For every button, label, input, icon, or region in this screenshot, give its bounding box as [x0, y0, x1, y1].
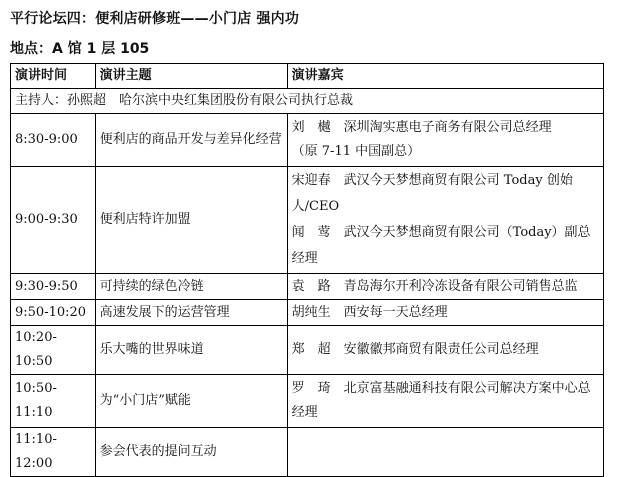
- topic-cell: 为“小门店”赋能: [95, 375, 287, 428]
- speaker-cell: [287, 114, 603, 167]
- time-cell: 10:20-10:50: [11, 326, 96, 375]
- table-row: [11, 300, 604, 326]
- time-cell: 8:30-9:00: [11, 114, 96, 167]
- topic-cell: 便利店特许加盟: [95, 167, 287, 274]
- speaker-line: （原 7-11 中国副总）: [291, 144, 421, 159]
- time-cell: 9:00-9:30: [11, 167, 96, 274]
- time-cell: 11:10-12:00: [11, 428, 96, 477]
- location-line: 地点：A 馆 1 层 105: [10, 41, 150, 57]
- speaker-cell: 罗 琦 北京富基融通科技有限公司解决方案中心总经理: [287, 375, 603, 428]
- table-row: [11, 428, 604, 477]
- time-cell: 10:50-11:10: [11, 375, 96, 428]
- topic-cell: 乐大嘴的世界味道: [95, 326, 287, 375]
- header-time: 演讲时间: [11, 64, 96, 89]
- topic-cell: 便利店的商品开发与差异化经营: [95, 114, 287, 167]
- topic-cell: 高速发展下的运营管理: [95, 300, 287, 326]
- speaker-cell: 郑 超 安徽徽邦商贸有限责任公司总经理: [287, 326, 603, 375]
- time-cell: 9:30-9:50: [11, 274, 96, 300]
- schedule-table: [10, 63, 604, 477]
- speaker-cell: 袁 路 青岛海尔开利冷冻设备有限公司销售总监: [287, 274, 603, 300]
- speaker-line: 宋迎春 武汉今天梦想商贸有限公司 Today 创始人/CEO: [291, 173, 573, 214]
- header-topic: 演讲主题: [95, 64, 287, 89]
- speaker-cell: 胡纯生 西安每一天总经理: [287, 300, 603, 326]
- speaker-cell: [287, 167, 603, 274]
- table-row: [11, 114, 604, 167]
- host-cell: 主持人：孙熙超 哈尔滨中央红集团股份有限公司执行总裁: [11, 89, 604, 114]
- table-row: [11, 274, 604, 300]
- table-row: [11, 326, 604, 375]
- host-row: [11, 89, 604, 114]
- speaker-cell: [287, 428, 603, 477]
- time-cell: 9:50-10:20: [11, 300, 96, 326]
- table-row: [11, 167, 604, 274]
- header-speaker: 演讲嘉宾: [287, 64, 603, 89]
- table-row: [11, 375, 604, 428]
- topic-cell: 可持续的绿色冷链: [95, 274, 287, 300]
- speaker-line: 闻 莺 武汉今天梦想商贸有限公司（Today）副总经理: [291, 225, 591, 266]
- topic-cell: 参会代表的提问互动: [95, 428, 287, 477]
- speaker-line: 刘 樾 深圳淘实惠电子商务有限公司总经理: [291, 120, 552, 135]
- document-title: 平行论坛四：便利店研修班——小门店 强内功: [10, 11, 300, 27]
- table-header-row: [11, 64, 604, 89]
